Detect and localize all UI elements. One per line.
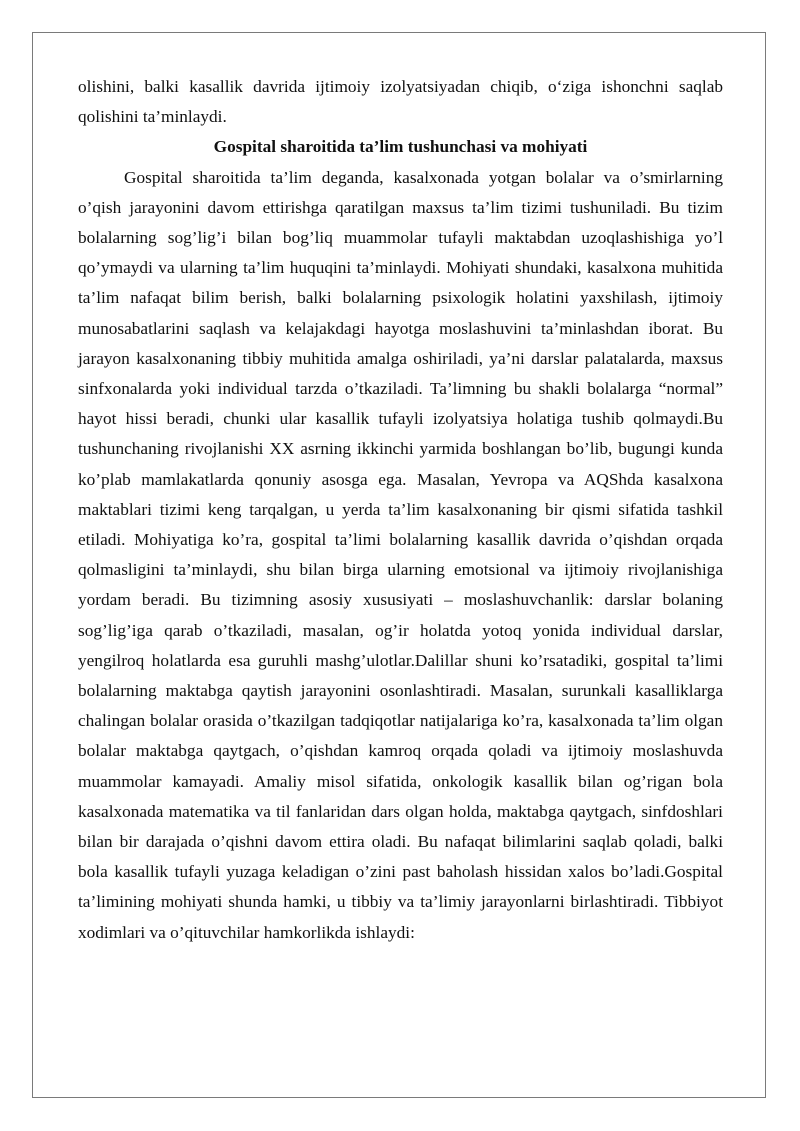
- section-heading: Gospital sharoitida ta’lim tushunchasi va mohiyati: [213, 137, 588, 157]
- intro-paragraph: olishini, balki kasallik davrida ijtimoiy izolyatsiyadan chiqib, o‘ziga ishonchni saqlab qolishini ta’minlaydi.: [78, 77, 723, 127]
- document-body: [78, 72, 723, 948]
- body-paragraph: Gospital sharoitida ta’lim deganda, kasalxonada yotgan bolalar va o’smirlarning o’qish jarayonini davom ettirishga qaratilgan maxsus ta’lim tizimi tushuniladi. Bu tizim bolalarning sog’lig’i bilan bog’liq muammolar tufayli maktabdan uzoqlashishiga yo’l qo’ymaydi va ularning ta’lim huquqini ta’minlaydi. Mohiyati shundaki, kasalxona muhitida ta’lim nafaqat bilim berish, balki bolalarning psixologik holatini yaxshilash, ijtimoiy munosabatlarini saqlash va kelajakdagi hayotga moslashuvini ta’minlashdan iborat. Bu jarayon kasalxonaning tibbiy muhitida amalga oshiriladi, ya’ni darslar palatalarda, maxsus sinfxonalarda yoki individual tarzda o’tkaziladi. Ta’limning bu shakli bolalarga “normal” hayot hissi beradi, chunki ular kasallik tufayli izolyatsiya holatiga tushib qolmaydi.Bu tushunchaning rivojlanishi XX asrning ikkinchi yarmida boshlangan bo’lib, bugungi kunda ko’plab mamlakatlarda qonuniy asosga ega. Masalan, Yevropa va AQShda kasalxona maktablari tizimi keng tarqalgan, u yerda ta’lim kasalxonaning bir qismi sifatida tashkil etiladi. Mohiyatiga ko’ra, gospital ta’limi bolalarning kasallik davrida o’qishdan orqada qolmasligini ta’minlaydi, shu bilan birga ularning emotsional va ijtimoiy rivojlanishiga yordam beradi. Bu tizimning asosiy xususiyati – moslashuvchanlik: darslar bolaning sog’lig’iga qarab o’tkaziladi, masalan, og’ir holatda yotoq yonida individual darslar, yengilroq holatlarda esa guruhli mashg’ulotlar.Dalillar shuni ko’rsatadiki, gospital ta’limi bolalarning maktabga qaytish jarayonini osonlashtiradi. Masalan, surunkali kasalliklarga chalingan bolalar orasida o’tkazilgan tadqiqotlar natijalariga ko’ra, kasalxonada ta’lim olgan bolalar maktabga qaytgach, o’qishdan kamroq orqada qoladi va ijtimoiy moslashuvda muammolar kamayadi. Amaliy misol sifatida, onkologik kasallik bilan og’rigan bola kasalxonada matematika va til fanlaridan dars olgan holda, maktabga qaytgach, sinfdoshlari bilan bir darajada o’qishni davom ettira oladi. Bu nafaqat bilimlarini saqlab qoladi, balki bola kasallik tufayli yuzaga keladigan o’zini past baholash hissidan xalos bo’ladi.Gospital ta’limining mohiyati shunda hamki, u tibbiy va ta’limiy jarayonlarni birlashtiradi. Tibbiyot xodimlari va o’qituvchilar hamkorlikda ishlaydi:: [78, 167, 723, 942]
